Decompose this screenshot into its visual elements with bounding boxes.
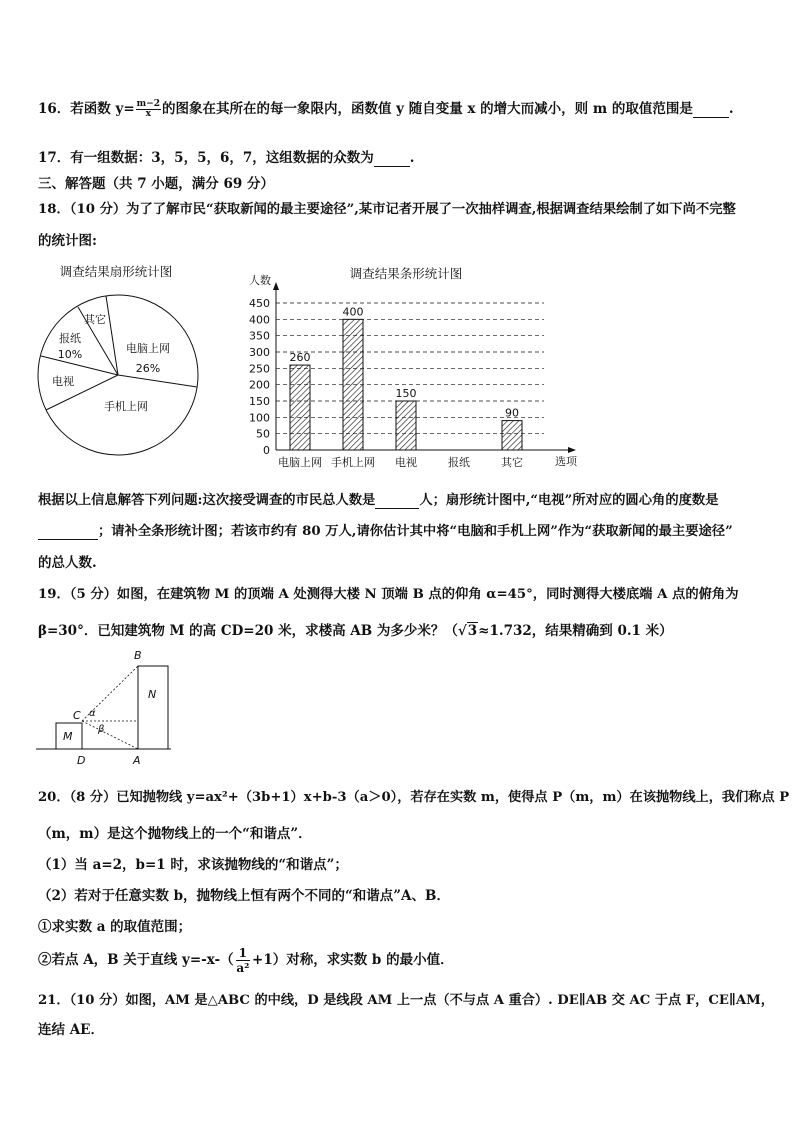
q18-question-line3: 的总人数. xyxy=(38,555,97,571)
q16-end: . xyxy=(728,101,734,117)
q17-answer-blank[interactable] xyxy=(374,150,410,167)
bar-chart-ylabel: 人数 xyxy=(249,274,271,287)
bar-data-label: 90 xyxy=(505,406,519,420)
label-d: D xyxy=(77,754,86,767)
q19-line2-a: β=30°．已知建筑物 M 的高 CD=20 米，求楼高 AB 为多少米？（ xyxy=(38,623,458,639)
bar-chart xyxy=(236,262,586,477)
bar-ytick-label: 0 xyxy=(263,444,270,457)
q20-line6-a: ②若点 A，B 关于直线 y=-x-（ xyxy=(38,952,234,968)
q20-frac-den: a² xyxy=(236,961,250,975)
bar-ytick-label: 400 xyxy=(249,313,270,327)
bar-ytick-label: 300 xyxy=(249,346,270,359)
q21-line1: 21．（10 分）如图，AM 是△ABC 的中线，D 是线段 AM 上一点（不与点 A 重合）. DE∥AB 交 AC 于点 F，CE∥AM， xyxy=(38,993,774,1008)
bar-ytick-label: 250 xyxy=(249,362,270,376)
q18-line2: 的统计图: xyxy=(38,233,97,249)
q20-line1: 20．（8 分）已知抛物线 y=ax²+（3b+1）x+b-3（a＞0），若存在实数 m，使得点 P（m，m）在该抛物线上，我们称点 P xyxy=(38,790,790,805)
bar-data-label: 400 xyxy=(342,305,364,319)
bar-category-label: 报纸 xyxy=(448,456,470,469)
pie-divider-computer-phone xyxy=(118,375,197,387)
q19-figure xyxy=(36,648,196,768)
q16-frac-num: m−2 xyxy=(136,99,160,109)
building-n xyxy=(138,666,168,749)
q19-sqrt-arg: 3 xyxy=(467,623,478,639)
bar-data-label: 260 xyxy=(289,351,311,365)
pie-chart-title: 调查结果扇形统计图 xyxy=(59,264,173,279)
pie-label-computer-pct: 26% xyxy=(135,362,161,375)
q18-question-line1 xyxy=(38,489,719,509)
bar-ytick-label: 50 xyxy=(256,427,270,441)
q19-line2 xyxy=(38,619,673,639)
bar-ytick-label: 150 xyxy=(249,395,270,408)
q18-total-blank[interactable] xyxy=(375,493,419,509)
bar-y-axis-arrow xyxy=(273,282,279,290)
line-c-a xyxy=(82,721,138,749)
q20-fraction xyxy=(236,946,250,975)
pie-chart xyxy=(36,260,236,460)
q16-text xyxy=(38,97,734,119)
bar-x-axis-arrow xyxy=(568,447,576,453)
bar-ytick-label: 350 xyxy=(249,329,270,343)
label-n: N xyxy=(148,688,157,701)
pie-label-newspaper-pct: 10% xyxy=(57,348,83,361)
q20-line3: （1）当 a=2，b=1 时，求该抛物线的“和谐点”； xyxy=(38,857,348,873)
pie-label-tv: 电视 xyxy=(52,375,74,388)
q21-line2: 连结 AE． xyxy=(38,1022,104,1038)
q18-question-line2 xyxy=(38,520,733,540)
q17-body: 17．有一组数据：3，5，5，6，7，这组数据的众数为 xyxy=(38,150,374,166)
bar-category-label: 电脑上网 xyxy=(278,456,322,469)
q20-line6-b: +1）对称，求实数 b 的最小值． xyxy=(252,952,454,968)
bar-chart-title: 调查结果条形统计图 xyxy=(349,266,463,281)
q18-line1: 18．（10 分）为了了解市民“获取新闻的最主要途径”,某市记者开展了一次抽样调查,根据调查结果绘制了如下尚不完整 xyxy=(38,202,736,217)
bar-category-label: 手机上网 xyxy=(331,456,375,469)
bar-chart-xlabel: 选项 xyxy=(555,455,577,468)
pie-label-newspaper: 报纸 xyxy=(59,332,81,345)
bar-2 xyxy=(396,401,416,450)
q18-question-a: 根据以上信息解答下列问题:这次接受调查的市民总人数是 xyxy=(38,493,376,508)
q20-line6 xyxy=(38,946,454,975)
q16-frac-den: x xyxy=(145,109,151,119)
bar-4 xyxy=(502,421,522,450)
bar-0 xyxy=(290,365,310,450)
bar-category-label: 其它 xyxy=(501,456,523,469)
q17-end: . xyxy=(409,150,415,166)
section-heading: 三、解答题（共 7 小题，满分 69 分） xyxy=(38,176,274,192)
bar-ytick-label: 450 xyxy=(249,297,270,310)
q19-sqrt-sign: √ xyxy=(457,623,467,639)
q20-line5: ①求实数 a 的取值范围； xyxy=(38,919,192,935)
q19-line1: 19．（5 分）如图，在建筑物 M 的顶端 A 处测得大楼 N 顶端 B 点的仰角 α=45°，同时测得大楼底端 A 点的俯角为 xyxy=(38,587,739,602)
q18-angle-blank[interactable] xyxy=(38,524,98,540)
q20-line4: （2）若对于任意实数 b，抛物线上恒有两个不同的“和谐点”A、B． xyxy=(38,888,450,904)
q20-line2: （m，m）是这个抛物线上的一个“和谐点”． xyxy=(38,826,312,842)
q18-question-b: 人；扇形统计图中,“电视”所对应的圆心角的度数是 xyxy=(419,493,719,508)
bar-category-label: 电视 xyxy=(395,456,417,469)
pie-label-computer: 电脑上网 xyxy=(126,342,170,355)
bar-1 xyxy=(343,319,363,450)
label-m: M xyxy=(63,730,73,743)
label-a: A xyxy=(133,754,141,767)
label-alpha: α xyxy=(89,708,96,719)
label-beta: β xyxy=(98,724,105,735)
q20-frac-num: 1 xyxy=(236,946,250,961)
pie-label-other: 其它 xyxy=(84,313,106,326)
pie-divider-top xyxy=(106,296,118,375)
q16-suffix: 的图象在其所在的每一象限内，函数值 y 随自变量 x 的增大而减小，则 m 的取值范围是 xyxy=(161,101,693,117)
label-b: B xyxy=(134,649,142,662)
q19-line2-b: ≈1.732，结果精确到 0.1 米） xyxy=(478,623,673,639)
q16-answer-blank[interactable] xyxy=(693,101,729,118)
label-c: C xyxy=(73,709,81,722)
q16-prefix: 16．若函数 y= xyxy=(38,101,135,117)
bar-ytick-label: 200 xyxy=(249,378,270,392)
bar-data-label: 150 xyxy=(395,387,417,400)
pie-label-phone: 手机上网 xyxy=(104,400,148,413)
q18-question-c: ；请补全条形统计图；若该市约有 80 万人,请你估计其中将“电脑和手机上网”作为“获取新闻的最主要途径” xyxy=(98,524,733,539)
q17-text xyxy=(38,146,414,167)
bar-ytick-label: 100 xyxy=(249,411,270,425)
q16-fraction xyxy=(136,100,161,119)
